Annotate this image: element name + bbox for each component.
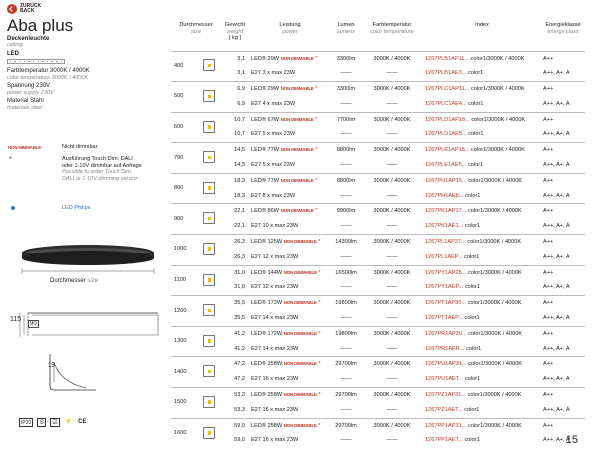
cell-power: LED® 125W NON DIMMABLE *: [249, 235, 331, 250]
cell-size: 1300: [171, 326, 197, 357]
cell-weight: 6,9: [221, 82, 249, 97]
spec-color-temp-en: color temperature 3000K / 4000K: [7, 75, 89, 81]
led-strip-icon: [7, 59, 65, 64]
cell-weight: 47,2: [234, 376, 245, 383]
header-index: Index: [423, 21, 541, 51]
star-icon: *: [318, 422, 321, 429]
header-power: Leistung power: [249, 21, 331, 51]
cell-index[interactable]: 1267PL1AP27... color1/3000K / 4000K: [423, 235, 541, 250]
legend-non-dimmable-text: Nicht dimmbar: [62, 144, 98, 150]
cell-power: E27 5 x max 23W: [251, 131, 296, 138]
cell-lumen: 7700lm: [331, 112, 361, 127]
cell-index[interactable]: 1267PLB1AP11... color1/3000K / 4000K: [423, 51, 541, 66]
cell-color-temp: ——: [386, 192, 398, 199]
cell-symbol: [197, 326, 221, 357]
cell-index[interactable]: 1267PZ1AP31... color1/3000K / 4000K: [423, 388, 541, 403]
non-dimmable-badge: NON DIMMABLE: [283, 361, 317, 367]
star-icon: *: [315, 86, 318, 93]
table-row: [171, 158, 585, 173]
back-button[interactable]: [7, 4, 41, 14]
spec-voltage-en: power supply 230V: [7, 90, 54, 96]
cell-index[interactable]: 1267PK1AP17... color1/3000K / 4000K: [423, 204, 541, 219]
diameter-label: [50, 278, 98, 284]
table-row: [171, 388, 585, 403]
cell-energy: A++, A+, A: [543, 162, 570, 169]
cell-power: E27 12 x max 23W: [251, 284, 299, 291]
cell-weight: 59,0: [234, 437, 245, 444]
header-lumen: Lumen lumens: [331, 21, 361, 51]
cell-color-temp: ——: [386, 284, 398, 291]
cell-weight: 6,9: [237, 100, 245, 107]
ip20-icon: IP20: [21, 420, 32, 426]
cell-color-temp: 3000K / 4000K: [361, 204, 423, 219]
cell-lumen: 14300lm: [331, 235, 361, 250]
cell-power: E27 14 x max 23W: [251, 345, 299, 352]
ceiling-lamp-icon: [203, 212, 215, 224]
side-profile-drawing: [46, 352, 106, 392]
cell-size: 600: [171, 112, 197, 143]
cell-color-temp: ——: [386, 345, 398, 352]
cell-color-temp: 3000K / 4000K: [361, 235, 423, 250]
cell-index[interactable]: 1267PK1AE1... color1: [425, 223, 481, 230]
cell-color-temp: ——: [386, 406, 398, 413]
cell-weight: 35,5: [221, 296, 249, 311]
cell-lumen: 3300lm: [331, 82, 361, 97]
cell-color-temp: ——: [386, 253, 398, 260]
diameter-label-de: Durchmesser: [50, 278, 86, 284]
side-dimension: 15: [48, 363, 55, 369]
table-row: [171, 235, 585, 250]
spec-material-en: materials steel: [7, 105, 43, 111]
non-dimmable-badge: NON DIMMABLE: [280, 177, 314, 183]
cell-weight: 53,3: [234, 406, 245, 413]
cell-weight: 59,0: [221, 418, 249, 433]
led-label: LED: [7, 51, 19, 57]
cell-weight: 47,2: [221, 357, 249, 372]
cell-color-temp: ——: [386, 162, 398, 169]
cell-weight: 14,5: [221, 143, 249, 158]
cell-weight: 22,1: [234, 223, 245, 230]
cell-weight: 14,5: [234, 162, 245, 169]
cell-color-temp: ——: [386, 437, 398, 444]
cell-color-temp: 3000K / 4000K: [361, 173, 423, 188]
cell-index[interactable]: 1267PT1AP30... color1/3000K / 4000K: [423, 296, 541, 311]
cell-color-temp: ——: [386, 131, 398, 138]
cell-lumen: 8800lm: [331, 173, 361, 188]
cell-lumen: ——: [340, 131, 352, 138]
ceiling-lamp-icon: [203, 304, 215, 316]
cell-weight: 31,0: [221, 265, 249, 280]
cell-symbol: [197, 235, 221, 266]
header-weight: Gewicht weight [ kg ]: [221, 21, 249, 51]
legend-dimming: [62, 156, 142, 182]
class-box-icon: ☑: [52, 420, 58, 426]
cell-energy: A++, A+, A: [543, 376, 570, 383]
non-dimmable-badge: NON DIMMABLE: [283, 239, 317, 245]
table-row: [171, 204, 585, 219]
spec-color-temp: Farbtemperatur 3000K / 4000K: [7, 68, 90, 74]
cell-lumen: 3300lm: [331, 51, 361, 66]
electric-icon: ⚡: [64, 419, 73, 425]
cell-energy: A++, A+, A: [543, 345, 570, 352]
table-row: [171, 143, 585, 158]
cell-energy: A++: [541, 173, 585, 188]
cell-weight: 10,7: [221, 112, 249, 127]
cell-lumen: ——: [340, 345, 352, 352]
table-row: [171, 189, 585, 204]
cell-weight: 35,5: [234, 315, 245, 322]
cell-index[interactable]: 1267PLB1AE3... color1: [425, 70, 484, 77]
product-subtitle-en: ceiling: [7, 42, 23, 48]
table-row: [171, 342, 585, 357]
cell-symbol: [197, 418, 221, 448]
star-icon: *: [318, 392, 321, 399]
cell-weight: 3,1: [237, 70, 245, 77]
non-dimmable-badge: NON DIMMABLE: [283, 422, 317, 428]
cell-symbol: [197, 173, 221, 204]
cell-weight: 41,2: [234, 345, 245, 352]
cell-size: 1600: [171, 418, 197, 448]
cell-size: 1100: [171, 265, 197, 296]
cell-lumen: ——: [340, 284, 352, 291]
cell-power: LED® 77W NON DIMMABLE *: [249, 173, 331, 188]
star-icon: *: [318, 239, 321, 246]
cell-lumen: ——: [340, 253, 352, 260]
cell-power: LED® 172W NON DIMMABLE *: [249, 296, 331, 311]
cell-energy: A++, A+, A: [543, 315, 570, 322]
spec-voltage: Spannung 230V: [7, 83, 51, 89]
table-row: [171, 403, 585, 418]
cell-index[interactable]: 1267PLD1AE5... color1: [425, 131, 484, 138]
cell-lumen: 29700lm: [331, 418, 361, 433]
cell-power: LED® 86W NON DIMMABLE *: [249, 204, 331, 219]
cell-lumen: 29700lm: [331, 388, 361, 403]
ceiling-lamp-icon: [203, 396, 215, 408]
star-icon: *: [315, 55, 318, 62]
table-row: [171, 51, 585, 66]
cell-index[interactable]: 1267PLE1AE5... color1: [425, 162, 484, 169]
ceiling-lamp-icon: [203, 90, 215, 102]
table-row: [171, 265, 585, 280]
cell-index[interactable]: 1267PY1AEP... color1: [425, 284, 480, 291]
legend-dimming-en: Possible to order Touch Dim, DALI or 1-10V dimming version: [62, 169, 139, 182]
cell-size: 400: [171, 51, 197, 82]
cell-energy: A++: [541, 143, 585, 158]
cell-size: 1400: [171, 357, 197, 388]
cell-size: 1500: [171, 388, 197, 419]
back-label-en: BACK: [20, 8, 35, 14]
non-dimmable-badge: NON DIMMABLE: [283, 269, 317, 275]
cell-energy: A++, A+, A: [543, 192, 570, 199]
table-row: [171, 311, 585, 326]
cell-energy: A++: [541, 51, 585, 66]
cell-index[interactable]: 1267PLD1AP18... color1/3000K / 4000K: [423, 112, 541, 127]
cell-power: E27 16 x max 23W: [251, 376, 299, 383]
cell-power: E27 12 x max 23W: [251, 253, 299, 260]
cell-power: E27 16 x max 23W: [251, 406, 299, 413]
cell-color-temp: 3000K / 4000K: [361, 418, 423, 433]
cell-power: E27 16 x max 23W: [251, 437, 299, 444]
back-arrow-icon: [7, 4, 17, 14]
cell-power: LED® 29W NON DIMMABLE *: [249, 51, 331, 66]
table-row: [171, 112, 585, 127]
legend-star-icon: *: [9, 155, 13, 164]
cell-color-temp: ——: [386, 70, 398, 77]
cell-symbol: [197, 112, 221, 143]
cell-color-temp: 3000K / 4000K: [361, 265, 423, 280]
cell-energy: A++: [541, 296, 585, 311]
cell-lumen: ——: [340, 100, 352, 107]
cell-lumen: ——: [340, 70, 352, 77]
table-row: [171, 66, 585, 81]
star-icon: *: [315, 208, 318, 215]
cell-index[interactable]: 1267PT1AEP... color1: [425, 315, 480, 322]
non-dimmable-badge: NON DIMMABLE: [280, 208, 314, 214]
cell-index[interactable]: 1267PR1AER... color1: [425, 345, 482, 352]
product-info: [7, 17, 162, 111]
cell-power: E27 8 x max 23W: [251, 192, 296, 199]
cell-energy: A++: [541, 204, 585, 219]
cell-index[interactable]: 1267PU1AET... color1: [425, 376, 481, 383]
cell-index[interactable]: 1267PP1AET... color1: [425, 437, 480, 444]
cell-index[interactable]: 1267PY1AP28... color1/3000K / 4000K: [423, 265, 541, 280]
ceiling-lamp-icon: [203, 121, 215, 133]
cell-energy: A++: [541, 418, 585, 433]
cell-power: LED® 144W NON DIMMABLE *: [249, 265, 331, 280]
non-dimmable-badge: NON DIMMABLE: [283, 330, 317, 336]
star-icon: *: [315, 177, 318, 184]
cell-power: LED® 67W NON DIMMABLE *: [249, 112, 331, 127]
non-dimmable-badge: NON DIMMABLE: [280, 86, 314, 92]
table-row: [171, 372, 585, 387]
back-label-de: ZURÜCK: [20, 3, 42, 9]
cell-energy: A++, A+, A: [543, 131, 570, 138]
cell-power: E27 5 x max 23W: [251, 162, 296, 169]
cell-color-temp: 3000K / 4000K: [361, 357, 423, 372]
cell-lumen: 29700lm: [331, 357, 361, 372]
ceiling-lamp-icon: [203, 335, 215, 347]
cell-color-temp: ——: [386, 223, 398, 230]
cell-index[interactable]: 1267PL1AEP... color1: [425, 253, 480, 260]
cell-power: E27 3 x max 23W: [251, 70, 296, 77]
star-icon: *: [318, 361, 321, 368]
cell-lumen: 19800lm: [331, 326, 361, 341]
cell-lumen: ——: [340, 406, 352, 413]
cell-lumen: ——: [340, 192, 352, 199]
cell-power: LED® 258W NON DIMMABLE *: [249, 418, 331, 433]
cell-lumen: ——: [340, 223, 352, 230]
cell-energy: A++, A+, A: [543, 437, 570, 444]
height-inner: 90: [30, 321, 37, 327]
cell-lumen: ——: [340, 315, 352, 322]
cell-weight: 18,3: [234, 192, 245, 199]
product-table: [171, 21, 585, 448]
cell-energy: A++, A+, A: [543, 223, 570, 230]
cell-color-temp: 3000K / 4000K: [361, 388, 423, 403]
cell-power: LED® 258W NON DIMMABLE *: [249, 357, 331, 372]
cell-energy: A++: [541, 265, 585, 280]
star-icon: *: [315, 147, 318, 154]
table-row: [171, 173, 585, 188]
cell-energy: A++, A+, A: [543, 284, 570, 291]
cell-lumen: ——: [340, 376, 352, 383]
table-body: [171, 51, 585, 448]
table-row: [171, 82, 585, 97]
product-title: Aba plus: [7, 16, 74, 35]
table-row: [171, 296, 585, 311]
non-dimmable-badge: NON DIMMABLE: [280, 116, 314, 122]
cell-size: 800: [171, 173, 197, 204]
table-row: [171, 280, 585, 295]
cell-power: LED® 77W NON DIMMABLE *: [249, 143, 331, 158]
cell-symbol: [197, 388, 221, 419]
cell-energy: A++: [541, 388, 585, 403]
cell-lumen: 9900lm: [331, 204, 361, 219]
cell-energy: A++, A+, A: [543, 253, 570, 260]
cell-index[interactable]: 1267PR1AP30... color1/3000K / 4000K: [423, 326, 541, 341]
cell-energy: A++: [541, 82, 585, 97]
table-row: [171, 357, 585, 372]
diameter-label-en: size: [87, 278, 99, 284]
cell-size: 500: [171, 82, 197, 113]
cell-power: LED® 29W NON DIMMABLE *: [249, 82, 331, 97]
cell-symbol: [197, 357, 221, 388]
cell-power: LED® 258W NON DIMMABLE *: [249, 388, 331, 403]
cell-power: E27 4 x max 23W: [251, 100, 296, 107]
cell-index[interactable]: 1267PLC1AP11... color1/3000K / 4000K: [423, 82, 541, 97]
cell-index[interactable]: 1267PLE1AP15... color1/3000K / 4000K: [423, 143, 541, 158]
cell-index[interactable]: 1267PH1AE8... color1: [425, 192, 481, 199]
ceiling-lamp-icon: [203, 151, 215, 163]
safety-s-icon: S: [37, 418, 46, 427]
star-icon: *: [318, 300, 321, 307]
cell-energy: A++: [541, 235, 585, 250]
non-dimmable-badge: NON DIMMABLE: [283, 392, 317, 398]
page-number: 15: [565, 434, 578, 446]
table-row: [171, 127, 585, 142]
product-subtitle-de: Deckenleuchte: [7, 36, 50, 42]
cell-color-temp: 3000K / 4000K: [361, 296, 423, 311]
cell-weight: 10,7: [234, 131, 245, 138]
cell-color-temp: 3000K / 4000K: [361, 326, 423, 341]
cell-size: 1000: [171, 235, 197, 266]
cell-weight: 53,3: [221, 388, 249, 403]
cell-color-temp: 3000K / 4000K: [361, 143, 423, 158]
ceiling-lamp-icon: [203, 427, 215, 439]
cell-color-temp: 3000K / 4000K: [361, 82, 423, 97]
cell-color-temp: 3000K / 4000K: [361, 112, 423, 127]
cell-index[interactable]: 1267PH1AP15... color1/3000K / 4000K: [423, 173, 541, 188]
cell-weight: 26,3: [234, 253, 245, 260]
cell-symbol: [197, 51, 221, 82]
header-energy: Energieklasse energy class: [541, 21, 585, 51]
cell-energy: A++, A+, A: [543, 70, 570, 77]
cell-energy: A++: [541, 326, 585, 341]
table-row: [171, 219, 585, 234]
cell-symbol: [197, 82, 221, 113]
non-dimmable-badge: NON DIMMABLE: [283, 300, 317, 306]
table-row: [171, 250, 585, 265]
cell-index[interactable]: 1267PP1AP31... color1/3000K / 4000K: [423, 418, 541, 433]
back-label: [20, 4, 41, 14]
table-row: [171, 418, 585, 433]
cell-energy: A++: [541, 112, 585, 127]
cell-lumen: ——: [340, 162, 352, 169]
cell-size: 700: [171, 143, 197, 174]
ce-icon: CE: [78, 419, 87, 425]
star-icon: *: [318, 269, 321, 276]
ceiling-lamp-icon: [203, 59, 215, 71]
cell-symbol: [197, 204, 221, 235]
cell-color-temp: ——: [386, 376, 398, 383]
ceiling-lamp-icon: [203, 243, 215, 255]
cell-symbol: [197, 143, 221, 174]
cell-weight: 41,2: [221, 326, 249, 341]
cell-lumen: 8800lm: [331, 143, 361, 158]
non-dimmable-badge: NON DIMMABLE: [280, 55, 314, 61]
cell-color-temp: ——: [386, 100, 398, 107]
height-outer: 115: [10, 316, 22, 323]
non-dimmable-badge: NON DIMMABLE: [280, 147, 314, 153]
star-icon: *: [318, 330, 321, 337]
header-color-temp: Farbtemperatur color temperature: [361, 21, 423, 51]
star-icon: *: [315, 116, 318, 123]
cell-weight: 3,1: [221, 51, 249, 66]
table-row: [171, 433, 585, 448]
cell-energy: A++, A+, A: [543, 406, 570, 413]
cell-lumen: 16500lm: [331, 265, 361, 280]
header-size: Durchmesser size: [171, 21, 221, 51]
cell-size: 1200: [171, 296, 197, 327]
cell-color-temp: ——: [386, 315, 398, 322]
cell-size: 900: [171, 204, 197, 235]
cell-weight: 31,0: [234, 284, 245, 291]
cell-energy: A++: [541, 357, 585, 372]
spec-material: Material Stahl: [7, 98, 44, 104]
cell-power: E27 14 x max 23W: [251, 315, 299, 322]
cell-color-temp: 3000K / 4000K: [361, 51, 423, 66]
cell-lumen: 19800lm: [331, 296, 361, 311]
ceiling-lamp-icon: [203, 274, 215, 286]
cell-lumen: ——: [340, 437, 352, 444]
cell-energy: A++, A+, A: [543, 100, 570, 107]
cell-index[interactable]: 1267PU1AP31... color1/3000K / 4000K: [423, 357, 541, 372]
certification-icons: [19, 418, 88, 427]
cell-weight: 26,3: [221, 235, 249, 250]
philips-dot-icon: [11, 206, 15, 210]
cell-weight: 18,3: [221, 173, 249, 188]
table-row: [171, 326, 585, 341]
legend-non-dimmable-badge: NON DIMMABLE: [8, 145, 42, 150]
cell-power: E27 10 x max 23W: [251, 223, 299, 230]
cell-index[interactable]: 1267PLC1AE4... color1: [425, 100, 484, 107]
cell-symbol: [197, 265, 221, 296]
ceiling-lamp-icon: [203, 365, 215, 377]
cell-index[interactable]: 1267PZ1AET... color1: [425, 406, 480, 413]
cell-symbol: [197, 296, 221, 327]
legend-philips: LED Philips: [62, 205, 91, 211]
ceiling-lamp-icon: [203, 182, 215, 194]
cell-power: LED® 172W NON DIMMABLE *: [249, 326, 331, 341]
table-row: [171, 97, 585, 112]
cell-weight: 22,1: [221, 204, 249, 219]
legend-dimming-de: Ausführung Touch Dim, DALI oder 1-10V dimmbar auf Anfrage: [62, 156, 142, 169]
